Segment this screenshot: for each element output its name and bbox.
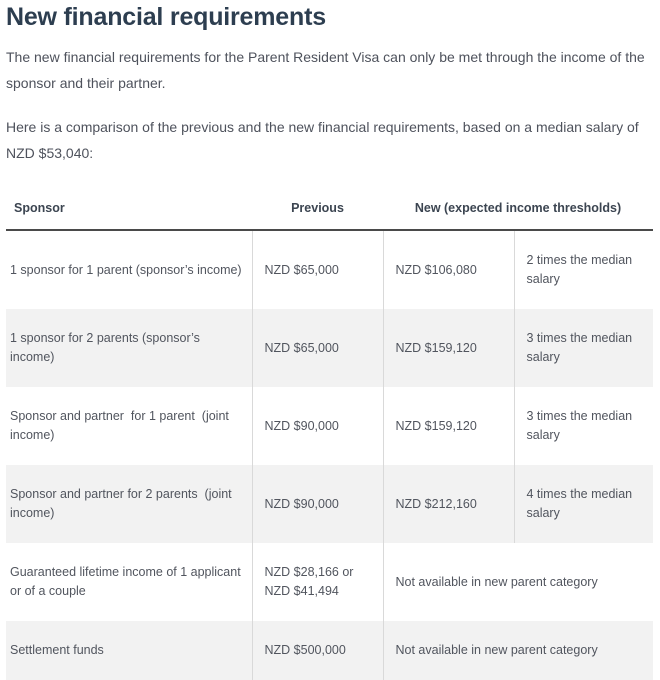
previous-amount-cell: NZD $65,000	[252, 230, 383, 309]
median-multiple-cell: 3 times the median salary	[514, 309, 653, 387]
page-title: New financial requirements	[6, 3, 326, 31]
table-row	[6, 543, 653, 621]
column-header-new: New (expected income thresholds)	[383, 194, 653, 230]
sponsor-cell: Sponsor and partner for 2 parents (joint income)	[10, 487, 239, 520]
previous-amount-cell: NZD $65,000	[252, 309, 383, 387]
new-amount-cell: NZD $159,120	[383, 309, 514, 387]
comparison-paragraph: Here is a comparison of the previous and the new financial requirements, based on a median salary of NZD $53,040:	[6, 119, 639, 161]
new-amount-cell: NZD $159,120	[383, 387, 514, 465]
table-row	[6, 387, 653, 465]
not-available-cell: Not available in new parent category	[383, 621, 653, 680]
sponsor-cell: 1 sponsor for 2 parents (sponsor’s income)	[10, 331, 204, 364]
table-row	[6, 230, 653, 309]
table-row	[6, 465, 653, 543]
previous-amount-cell: NZD $90,000	[252, 465, 383, 543]
median-multiple-cell: 4 times the median salary	[514, 465, 653, 543]
sponsor-cell: Settlement funds	[10, 643, 104, 657]
intro-paragraph: The new financial requirements for the Parent Resident Visa can only be met through the income of the sponsor and their partner.	[6, 49, 645, 91]
column-header-sponsor: Sponsor	[6, 194, 252, 230]
median-multiple-cell: 2 times the median salary	[514, 230, 653, 309]
previous-amount-cell: NZD $500,000	[252, 621, 383, 680]
new-amount-cell: NZD $106,080	[383, 230, 514, 309]
financial-requirements-table	[6, 194, 653, 680]
column-header-previous: Previous	[252, 194, 383, 230]
table-header-row	[6, 194, 653, 230]
not-available-cell: Not available in new parent category	[383, 543, 653, 621]
new-amount-cell: NZD $212,160	[383, 465, 514, 543]
table-row	[6, 621, 653, 680]
median-multiple-cell: 3 times the median salary	[514, 387, 653, 465]
previous-amount-cell: NZD $28,166 or NZD $41,494	[252, 543, 383, 621]
previous-amount-cell: NZD $90,000	[252, 387, 383, 465]
sponsor-cell: Guaranteed lifetime income of 1 applicant or of a couple	[10, 565, 245, 598]
sponsor-cell: Sponsor and partner for 1 parent (joint income)	[10, 409, 233, 442]
sponsor-cell: 1 sponsor for 1 parent (sponsor’s income)	[10, 262, 242, 277]
table-row	[6, 309, 653, 387]
